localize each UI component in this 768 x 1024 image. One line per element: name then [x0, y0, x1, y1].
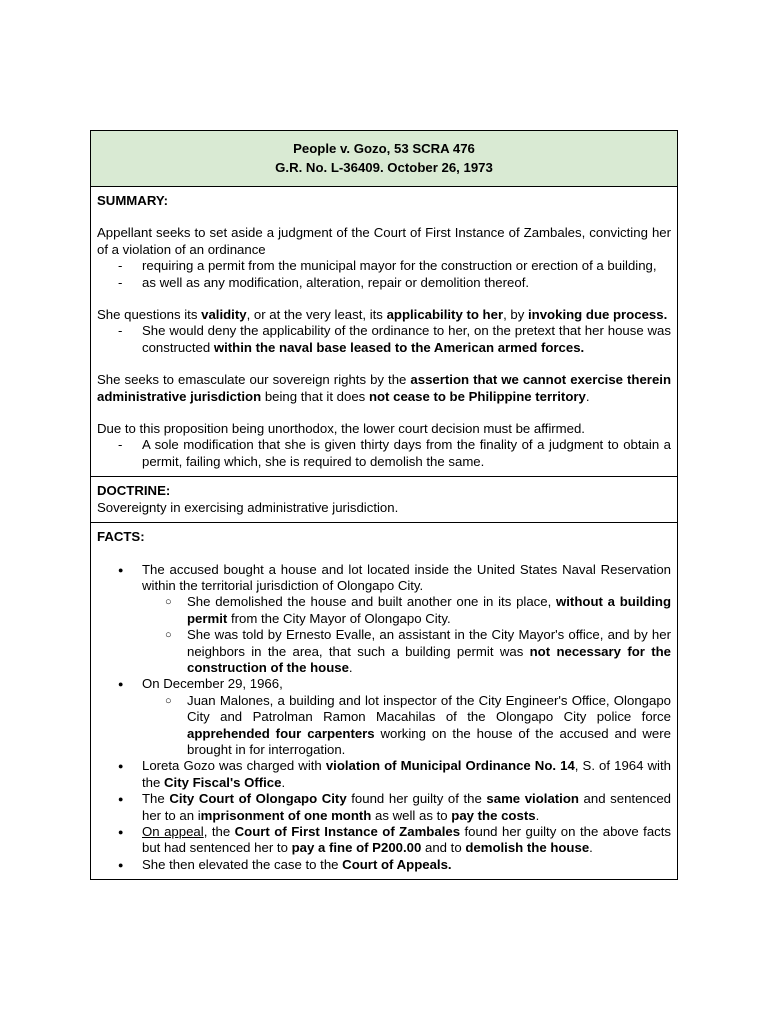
doctrine-label: DOCTRINE:	[97, 483, 171, 499]
facts-sublist-1	[142, 594, 671, 676]
summary-list-2	[97, 323, 671, 356]
list-item: ● She then elevated the case to the Court of Appeals.	[142, 857, 671, 873]
summary-paragraph-4: Due to this proposition being unorthodox, the lower court decision must be affirmed.	[97, 421, 585, 437]
summary-label: SUMMARY:	[97, 193, 169, 208]
list-item: - as well as any modification, alteration, repair or demolition thereof.	[142, 275, 671, 291]
summary-list-1	[97, 258, 671, 291]
summary-paragraph-1: Appellant seeks to set aside a judgment of the Court of First Instance of Zambales, convicting her of a violation of an ordinance	[97, 225, 671, 257]
list-item: ○ She was told by Ernesto Evalle, an assistant in the City Mayor's office, and by her neighbors in the area, that such a building permit was not necessary for the construction of the house.	[187, 627, 671, 676]
doctrine-text: Sovereignty in exercising administrative jurisdiction.	[97, 499, 399, 515]
facts-label: FACTS:	[97, 529, 145, 545]
doctrine-section	[91, 476, 677, 522]
case-digest-table	[90, 130, 678, 880]
facts-list	[97, 562, 671, 874]
list-item: - A sole modification that she is given thirty days from the finality of a judgment to obtain a permit, failing which, she is required to demolish the same.	[142, 437, 671, 470]
summary-paragraph-2: She questions its validity, or at the very least, its applicability to her, by invoking due process.	[97, 307, 668, 323]
case-title: People v. Gozo, 53 SCRA 476	[293, 141, 475, 156]
list-item: ● On appeal, the Court of First Instance of Zambales found her guilty on the above facts but had sentenced her to pay a fine of P200.00 and to demolish the house.	[142, 824, 671, 857]
facts-section	[91, 522, 677, 879]
case-citation: G.R. No. L-36409. October 26, 1973	[275, 160, 493, 175]
list-item: ● The City Court of Olongapo City found her guilty of the same violation and sentenced her to an imprisonment of one month as well as to pay the costs.	[142, 791, 671, 824]
case-title-header	[91, 131, 677, 186]
list-item: ● On December 29, 1966, ○ Juan Malones, a building and lot inspector of the City Engineer's Office, Olongapo City and Patrolman Ramon Macahilas of the Olongapo City police force apprehended four carpenters working on the house of the accused and were brought in for interrogation.	[142, 676, 671, 758]
list-item: - She would deny the applicability of the ordinance to her, on the pretext that her house was constructed within the naval base leased to the American armed forces.	[142, 323, 671, 356]
summary-paragraph-3: She seeks to emasculate our sovereign rights by the assertion that we cannot exercise therein administrative jurisdiction being that it does not cease to be Philippine territory.	[97, 372, 671, 404]
facts-sublist-2	[142, 693, 671, 759]
list-item: - requiring a permit from the municipal mayor for the construction or erection of a building,	[142, 258, 671, 274]
list-item: ● Loreta Gozo was charged with violation of Municipal Ordinance No. 14, S. of 1964 with the City Fiscal's Office.	[142, 758, 671, 791]
summary-section	[91, 186, 677, 476]
summary-list-3	[97, 437, 671, 470]
list-item: ○ Juan Malones, a building and lot inspector of the City Engineer's Office, Olongapo City and Patrolman Ramon Macahilas of the Olongapo City police force apprehended four carpenters working on the house of the accused and were brought in for interrogation.	[187, 693, 671, 759]
list-item: ● The accused bought a house and lot located inside the United States Naval Reservation within the territorial jurisdiction of Olongapo City. ○ She demolished the house and built another one in its place, without a building permit from the City Mayor of Olongapo City. ○ She was told by Ernesto Evalle, an assistant in the City Mayor's office, and by her neighbors in the area, that such a building permit was not necessary for the construction of the house.	[142, 562, 671, 677]
list-item: ○ She demolished the house and built another one in its place, without a building permit from the City Mayor of Olongapo City.	[187, 594, 671, 627]
